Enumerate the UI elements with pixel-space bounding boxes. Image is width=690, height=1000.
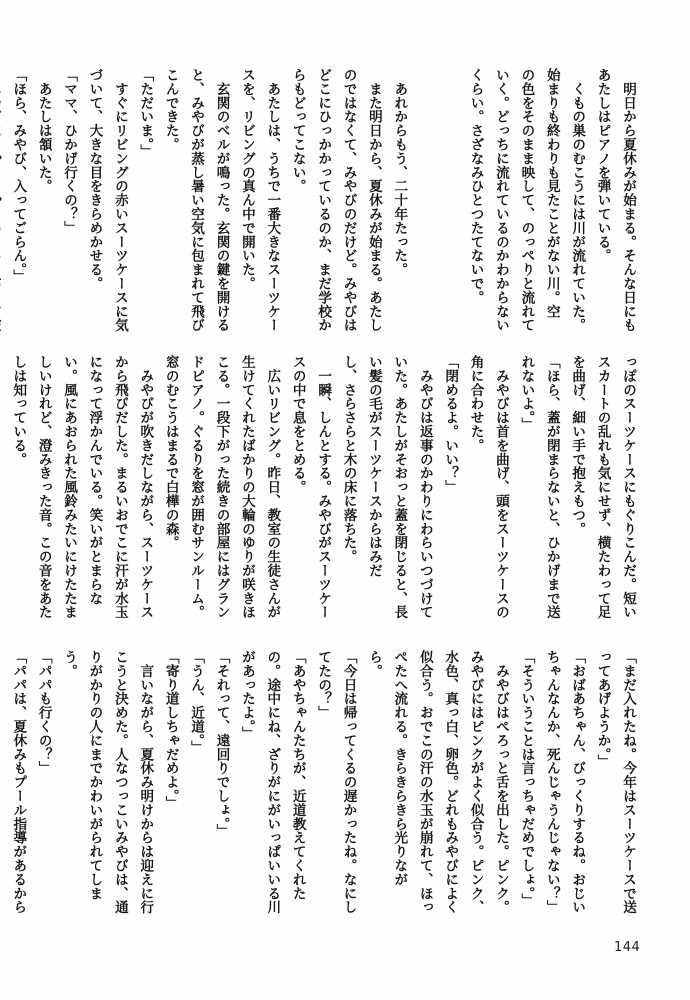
text-line: の色をそのまま映して、のっぺりと流れて [518, 68, 535, 333]
text-line: みやびは返事のかわりにわらいつづけて [416, 355, 433, 620]
text-line: し、さらさらと木の床に落ちた。 [340, 355, 357, 564]
text-line: 似合う。おでこの汗の水玉が崩れて、ほっ [416, 650, 433, 915]
text-line: 始まりも終わりも見たことがない川。空 [543, 68, 560, 319]
text-line: スの中で息をとめる。 [289, 355, 306, 494]
text-line: こんできた。 [162, 68, 179, 152]
text-line: い。風にあおられた風鈴みたいにけたたま [61, 355, 78, 620]
text-line: あたしはピアノを弾いている。 [594, 68, 611, 263]
text-line: スを、リビングの真ん中で開いた。 [238, 68, 255, 291]
text-line: みやびは首を曲げ、頭をスーツケースの [492, 355, 509, 620]
text-line: 「ただいま。」 [137, 68, 154, 159]
text-line: ら。 [365, 650, 382, 678]
text-block-bottom [5, 650, 640, 925]
text-line: 「おばあちゃん、びっくりするね。おじい [569, 650, 586, 915]
text-line: 窓のむこうはまるで白樺の森。 [162, 355, 179, 550]
text-line: 「まだ入れたね。今年はスーツケースで送 [620, 650, 636, 915]
text-line: ぺたへ流れる。きらきらきら光りなが [391, 650, 408, 887]
text-line: っぽのスーツケースにもぐりこんだ。短い [620, 355, 636, 620]
text-line [437, 68, 462, 343]
text-line: になって浮かんでいる。笑いがとまらな [86, 355, 103, 606]
text-block-middle [5, 355, 640, 630]
text-line: 「ほら、みやび、入ってごらん。」 [10, 68, 27, 284]
text-line: 「今日は帰ってくるの遅かったね。なにし [340, 650, 357, 915]
text-line: 「パパも行くの？」 [35, 650, 52, 776]
text-line [411, 68, 436, 343]
text-line: てたの？」 [315, 650, 332, 720]
text-line: 生けてくれたばかりの大輪のゆりが咲きほ [238, 355, 255, 620]
text-line: い髪の毛がスーツケースからはみだ [365, 355, 382, 578]
text-line: スカートの乱れも気にせず、横たわって足 [594, 355, 611, 620]
text-line: 「パパは、夏休みもプール指導があるから [10, 650, 27, 915]
text-line: ドピアノ。ぐるりを窓が囲むサンルーム。 [188, 355, 205, 620]
text-line: と、みやびが蒸し暑い空気に包まれて飛び [188, 68, 205, 333]
text-line: れないよ。」 [518, 355, 535, 432]
text-line: 広いリビング。昨日、教室の生徒さんが [264, 355, 281, 620]
text-line: があったよ。」 [238, 650, 255, 741]
text-line [0, 68, 5, 343]
text-line: また明日から、夏休みが始まる。あたし [365, 68, 382, 333]
text-block-top [0, 68, 640, 343]
text-line: う。 [61, 650, 78, 678]
text-line: 「ほら、蓋が閉まらないと、ひかげまで送 [543, 355, 560, 620]
text-line: 「あやちゃんたちが、近道教えてくれた [289, 650, 306, 901]
text-line: くもの巣のむこうには川が流れていた。 [569, 68, 586, 333]
text-line: 「うん、近道。」 [188, 650, 205, 755]
text-line: いく。どっちに流れているのかわからない [492, 68, 509, 333]
text-line: りがかりの人にまでかわいがられてしま [86, 650, 103, 901]
text-line: 言いながら、夏休み明けからは迎えに行 [137, 650, 154, 915]
text-line: を曲げ、細い手で抱えもつ。 [569, 355, 586, 536]
text-line: こる。一段下がった続きの部屋にはグラン [213, 355, 230, 620]
text-line: 角に合わせた。 [467, 355, 484, 453]
text-line: しは知っている。 [10, 355, 27, 467]
text-line: くらい。さざなみひとつたてないで。 [467, 68, 484, 305]
text-line: こうと決めた。人なつっこいみやびは、通 [111, 650, 128, 915]
text-line: のではなくて、みやびのだけど。みやびは [340, 68, 357, 333]
text-line: みやびにはピンクがよく似合う。ピンク、 [467, 650, 484, 915]
text-line: 「そういうことは言っちゃだめでしょ。」 [518, 650, 535, 908]
text-line: 「それって、遠回りでしょ。」 [213, 650, 230, 838]
text-line: みやびはぺろっと舌を出した。ピンク。 [492, 650, 509, 915]
text-line: あたしは、うちで一番大きなスーツケー [264, 68, 281, 333]
text-line: いた。あたしがそおっと蓋を閉じると、長 [391, 355, 408, 620]
text-line: づいて、大きな目をきらめかせる。 [86, 68, 103, 291]
text-line: 明日から夏休みが始まる。そんな日にも [620, 68, 636, 333]
text-line: すぐにリビングの赤いスーツケースに気 [111, 68, 128, 333]
text-line: ってあげようか。」 [594, 650, 611, 769]
text-line: 「閉めるよ。いい？」 [442, 355, 459, 494]
text-line: 玄関のベルが鳴った。玄関の鍵を開ける [213, 68, 230, 333]
text-line: の。途中にね、ざりがにがいっぱいいる川 [264, 650, 281, 915]
text-line: しいけれど、澄みきった音。この音をあた [35, 355, 52, 620]
text-line: から飛びだした。まるいおでこに汗が水玉 [111, 355, 128, 620]
text-line: 「寄り道しちゃだめよ。」 [162, 650, 179, 810]
text-line: あれからもう、二十年たった。 [391, 68, 408, 277]
text-line: 水色、真っ白、卵色。どれもみやびによく [442, 650, 459, 915]
text-line: どこにひっかかっているのか、まだ学校か [315, 68, 332, 333]
text-line: らもどってこない。 [289, 68, 306, 194]
text-line: 一瞬、しんとする。みやびがスーツケー [315, 355, 332, 620]
text-line: 「ママ、ひかげ行くの？」 [61, 68, 78, 235]
page-number: 144 [614, 940, 641, 955]
text-line: あたしは頷いた。 [35, 68, 52, 194]
text-line: ちゃんなんか、死んじゃうんじゃない？」 [543, 650, 560, 915]
text-line: みやびが吹きだしながら、スーツケース [137, 355, 154, 620]
